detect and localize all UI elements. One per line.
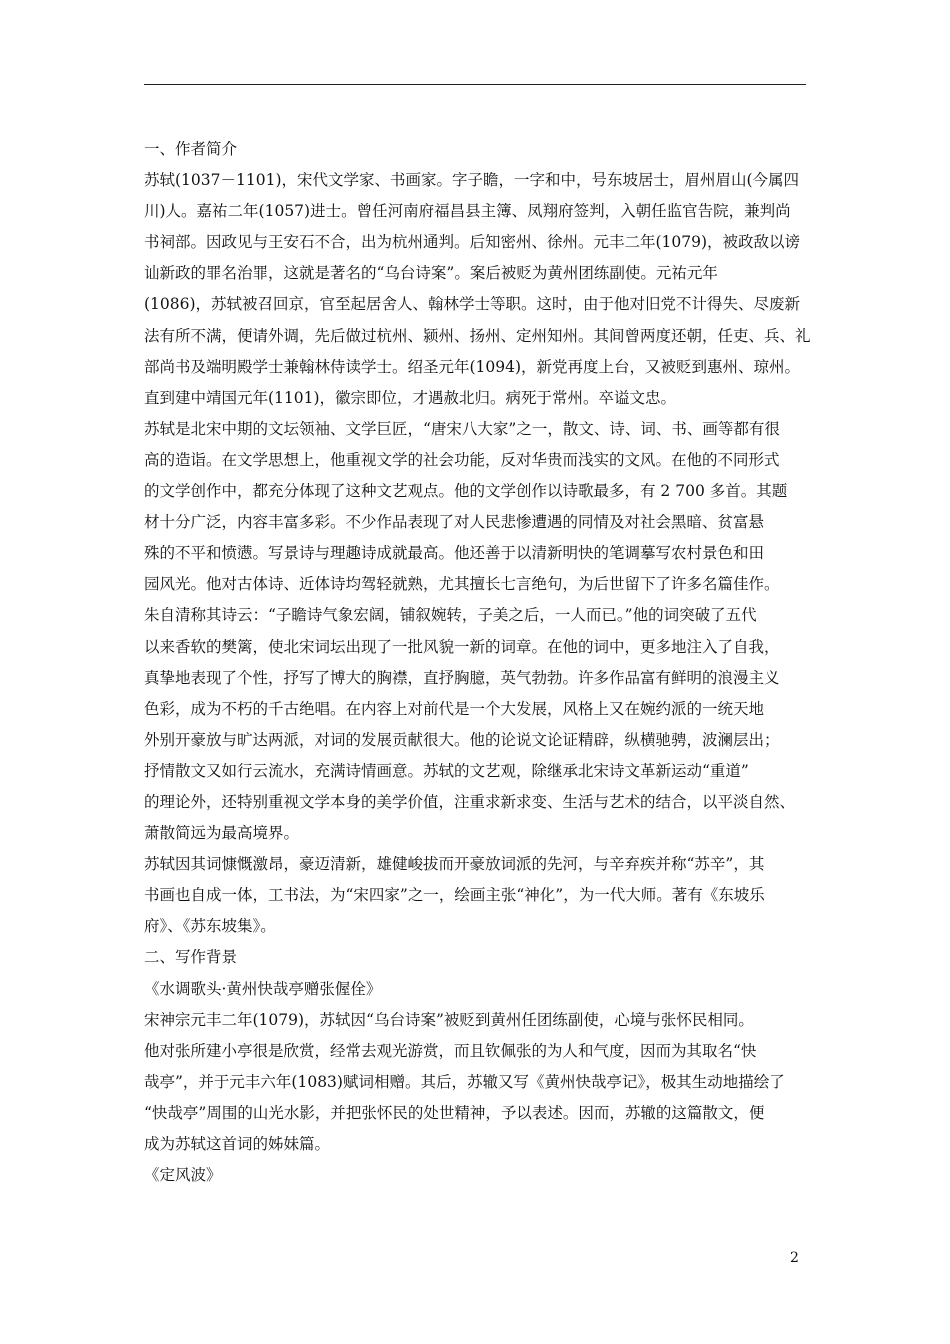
text-line: 宋神宗元丰二年(1079)，苏轼因“乌台诗案”被贬到黄州任团练副使，心境与张怀民相同。	[144, 1010, 754, 1029]
text-line: 外别开豪放与旷达两派，对词的发展贡献很大。他的论说文论证精辟，纵横驰骋，波澜层出；	[144, 730, 780, 749]
text-line: 抒情散文又如行云流水，充满诗情画意。苏轼的文艺观，除继承北宋诗文革新运动“重道”	[144, 761, 749, 780]
text-line: 哉亭”，并于元丰六年(1083)赋词相赠。其后，苏辙又写《黄州快哉亭记》，极其生动地描绘了	[144, 1072, 785, 1091]
text-line: 的理论外，还特别重视文学本身的美学价值，注重求新求变、生活与艺术的结合，以平淡自然、	[144, 792, 796, 811]
text-line: 色彩，成为不朽的千古绝唱。在内容上对前代是一个大发展，风格上又在婉约派的一统天地	[144, 699, 765, 718]
text-line: 苏轼因其词慷慨激昂，豪迈清新，雄健峻拔而开豪放词派的先河，与辛弃疾并称“苏辛”，其	[144, 855, 765, 874]
text-line: 讪新政的罪名治罪，这就是著名的“乌台诗案”。案后被贬为黄州团练副使。元祐元年	[144, 264, 718, 283]
text-line: 以来香软的樊篱，使北宋词坛出现了一批风貌一新的词章。在他的词中，更多地注入了自我，	[144, 637, 780, 656]
text-line: 府》、《苏东坡集》。	[144, 917, 276, 936]
text-line: 书画也自成一体，工书法，为“宋四家”之一，绘画主张“神化”，为一代大师。著有《东坡乐	[144, 886, 765, 905]
text-line: 材十分广泛，内容丰富多彩。不少作品表现了对人民悲惨遭遇的同情及对社会黑暗、贫富悬	[144, 513, 765, 532]
text-line: 苏轼(1037－1101)，宋代文学家、书画家。字子瞻，一字和中，号东坡居士，眉州眉山(今属四	[144, 171, 800, 190]
poem-title: 《水调歌头·黄州快哉亭赠张偓佺》	[144, 979, 382, 998]
text-line: 他对张所建小亭很是欣赏，经常去观光游赏，而且钦佩张的为人和气度，因而为其取名“快	[144, 1041, 757, 1060]
poem-title: 《定风波》	[144, 1166, 222, 1185]
text-line: 的文学创作中，都充分体现了这种文艺观点。他的文学创作以诗歌最多，有 2 700 多首。其题	[144, 482, 788, 501]
text-line: 朱自清称其诗云：“子瞻诗气象宏阔，铺叙婉转，子美之后，一人而已。”他的词突破了五代	[144, 606, 757, 625]
text-line: (1086)，苏轼被召回京，官至起居舍人、翰林学士等职。这时，由于他对旧党不计得失、尽废新	[144, 295, 801, 314]
page-number: 2	[790, 1250, 799, 1266]
text-line: 川)人。嘉祐二年(1057)进士。曾任河南府福昌县主簿、凤翔府签判，入朝任监官告院，兼判尚	[144, 202, 791, 221]
text-line: 苏轼是北宋中期的文坛领袖、文学巨匠，“唐宋八大家”之一，散文、诗、词、书、画等都有很	[144, 419, 780, 438]
document-body	[144, 134, 812, 1191]
section-heading-author: 一、作者简介	[144, 140, 238, 158]
text-line: 成为苏轼这首词的姊妹篇。	[144, 1135, 331, 1153]
text-line: 园风光。他对古体诗、近体诗均驾轻就熟，尤其擅长七言绝句，为后世留下了许多名篇佳作。	[144, 575, 780, 594]
text-line: 萧散简远为最高境界。	[144, 824, 300, 843]
text-line: 直到建中靖国元年(1101)，徽宗即位，才遇赦北归。病死于常州。卒谥文忠。	[144, 388, 677, 407]
text-line: “快哉亭”周围的山光水影，并把张怀民的处世精神，予以表述。因而，苏辙的这篇散文，便	[144, 1103, 765, 1122]
text-line: 部尚书及端明殿学士兼翰林侍读学士。绍圣元年(1094)，新党再度上台，又被贬到惠州、琼州。	[144, 357, 801, 376]
section-heading-background: 二、写作背景	[144, 948, 238, 967]
text-line: 真挚地表现了个性，抒写了博大的胸襟，直抒胸臆，英气勃勃。许多作品富有鲜明的浪漫主义	[144, 668, 780, 687]
text-line: 书祠部。因政见与王安石不合，出为杭州通判。后知密州、徐州。元丰二年(1079)，被政敌以谤	[144, 233, 801, 252]
text-line: 法有所不满，便请外调，先后做过杭州、颍州、扬州、定州知州。其间曾两度还朝，任吏、兵、礼	[144, 326, 811, 345]
header-rule	[144, 84, 806, 85]
text-line: 高的造诣。在文学思想上，他重视文学的社会功能，反对华贵而浅实的文风。在他的不同形式	[144, 450, 780, 469]
text-line: 殊的不平和愤懑。写景诗与理趣诗成就最高。他还善于以清新明快的笔调摹写农村景色和田	[144, 544, 765, 563]
